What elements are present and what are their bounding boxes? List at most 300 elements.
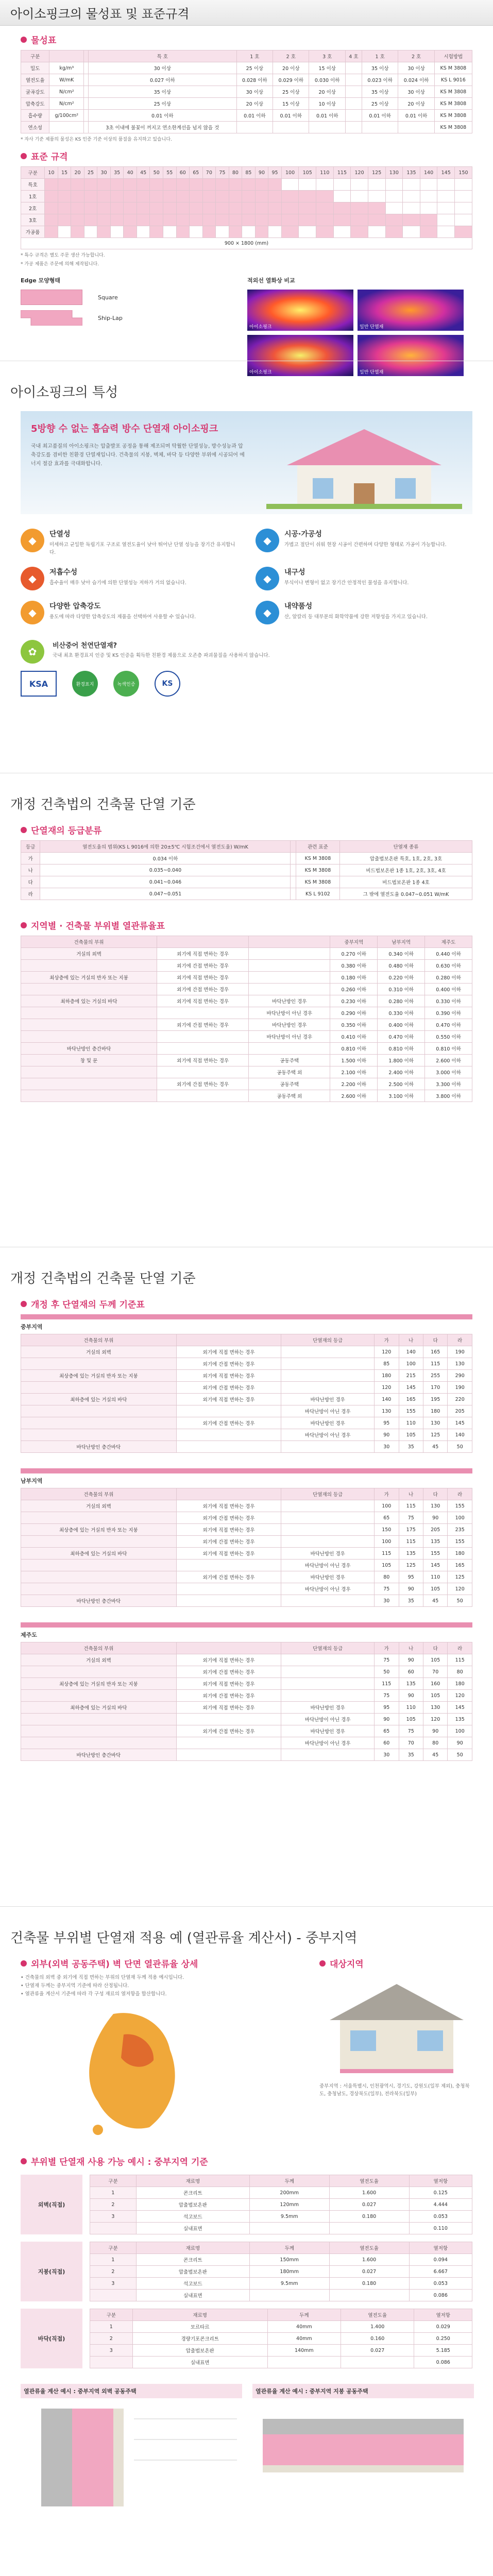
availability-cell: [385, 202, 403, 214]
section-application: [0, 1906, 493, 2576]
availability-cell: [216, 226, 229, 238]
table-header-cell: 재료명: [132, 2309, 267, 2321]
availability-cell: [403, 191, 420, 202]
thermal-title: 적외선 열화상 비교: [247, 277, 295, 284]
square-edge-shape: [21, 290, 82, 305]
table-row: [21, 1346, 472, 1358]
table-row: [21, 865, 472, 876]
table-row: [90, 2345, 472, 2357]
availability-cell: [216, 179, 229, 191]
table-cell: [281, 1666, 375, 1678]
table-cell: 165: [423, 1346, 447, 1358]
table-cell: 70: [399, 1737, 423, 1749]
table-cell: 20 이상: [309, 86, 345, 98]
table-row: [21, 122, 472, 133]
table-cell: [345, 74, 362, 86]
table-cell: 2호: [21, 202, 45, 214]
thickness-heading: 개정 후 단열재의 두께 기준표: [21, 1297, 472, 1310]
table-cell: 130: [423, 1500, 447, 1512]
table-cell: [176, 1441, 281, 1453]
table-cell: 외기에 간접 면하는 경우: [176, 1382, 281, 1394]
availability-cell: [316, 226, 334, 238]
table-cell: 모르타르: [132, 2321, 267, 2333]
table-row: [90, 2254, 472, 2266]
availability-cell: [255, 179, 268, 191]
table-cell: 120: [423, 1714, 447, 1725]
table-cell: 65: [375, 1725, 399, 1737]
table-cell: 150mm: [249, 2254, 329, 2266]
availability-cell: [176, 226, 190, 238]
availability-cell: [255, 202, 268, 214]
table-cell: [291, 865, 296, 876]
table-header-cell: [176, 1334, 281, 1346]
availability-cell: [299, 226, 316, 238]
table-cell: [176, 1560, 281, 1571]
table-header-cell: 가: [375, 1642, 399, 1654]
table-cell: 바닥난방인 경우: [281, 1417, 375, 1429]
availability-cell: [58, 191, 71, 202]
table-cell: 100: [448, 1725, 472, 1737]
table-cell: 90: [375, 1429, 399, 1441]
uvalue-heading: 지역별 · 건축물 부위별 열관류율표: [21, 919, 472, 931]
table-row: [21, 1429, 472, 1441]
table-cell: [281, 1524, 375, 1536]
table-cell: 0.400 이하: [425, 984, 472, 995]
availability-cell: [316, 191, 334, 202]
section-features: [0, 361, 493, 773]
bullet-icon: [21, 153, 27, 159]
table-cell: [281, 1382, 375, 1394]
table-cell: 45: [423, 1595, 447, 1607]
table-cell: 0.053: [409, 2278, 472, 2290]
features-headline: 5방향 수 없는 흡습력 방수 단열재 아이소핑크: [31, 423, 218, 434]
thickness-header-cell: 110: [316, 167, 334, 179]
availability-cell: [71, 226, 84, 238]
feature-item: [21, 529, 237, 556]
table-cell: [236, 122, 273, 133]
table-cell: 0.400 이하: [378, 1019, 425, 1031]
table-cell: 30: [375, 1595, 399, 1607]
table-cell: 바닥난방이 아닌 경우: [249, 1007, 330, 1019]
table-cell: [329, 2223, 409, 2234]
table-row: [21, 1007, 472, 1019]
table-cell: 140mm: [267, 2345, 341, 2357]
availability-cell: [351, 202, 368, 214]
table-header-row: [21, 1488, 472, 1500]
table-cell: [84, 122, 89, 133]
table-header-cell: 구분: [90, 2175, 137, 2187]
grade-table: [21, 840, 472, 900]
table-cell: [84, 110, 89, 122]
table-cell: 외기에 간접 면하는 경우: [157, 960, 249, 972]
table-cell: 140: [399, 1346, 423, 1358]
table-cell: [281, 1654, 375, 1666]
bullet-icon: [21, 827, 27, 833]
table-cell: [21, 1725, 177, 1737]
table-cell: 외기에 간접 면하는 경우: [176, 1512, 281, 1524]
table-cell: 0.410 이하: [330, 1031, 378, 1043]
table-cell: 최상층에 있는 거실의 반자 또는 지붕: [21, 972, 157, 984]
table-header-cell: 가: [375, 1488, 399, 1500]
table-cell: 45: [423, 1441, 447, 1453]
table-cell: [281, 1370, 375, 1382]
table-cell: 80: [375, 1571, 399, 1583]
table-header-cell: 열전도율: [341, 2309, 414, 2321]
table-cell: 30 이상: [398, 62, 434, 74]
table-row: [90, 2223, 472, 2234]
wall-section-diagram: [21, 2398, 242, 2517]
table-row: [21, 984, 472, 995]
thickness-header-cell: 125: [368, 167, 385, 179]
table-cell: [176, 1749, 281, 1761]
table-cell: 35 이상: [89, 86, 237, 98]
table-header-cell: 라: [448, 1642, 472, 1654]
availability-cell: [58, 226, 71, 238]
table-row: [90, 2290, 472, 2301]
table-cell: [90, 2223, 137, 2234]
std-note-1: * 특수 규격은 별도 주문 생산 가능합니다.: [21, 253, 105, 258]
availability-cell: [229, 202, 242, 214]
thickness-header-cell: 15: [58, 167, 71, 179]
table-cell: 1.400: [341, 2321, 414, 2333]
table-cell: 0.01 이하: [398, 110, 434, 122]
table-cell: 3.100 이하: [378, 1090, 425, 1102]
availability-cell: [268, 191, 282, 202]
table-header-cell: 단열재의 등급: [281, 1488, 375, 1500]
availability-cell: [268, 179, 282, 191]
table-cell: [21, 1429, 177, 1441]
table-cell: KS M 3808: [296, 853, 339, 865]
table-row: [21, 1370, 472, 1382]
table-cell: 압출법보온판 특호, 1호, 2호, 3호: [340, 853, 472, 865]
table-cell: [249, 984, 330, 995]
table-cell: 180mm: [249, 2266, 329, 2278]
table-header-cell: 열저항: [409, 2242, 472, 2254]
table-cell: [21, 1737, 177, 1749]
table-cell: 바닥난방인 경우: [281, 1725, 375, 1737]
table-cell: 0.330 이하: [378, 1007, 425, 1019]
thermal-image-4: 일반 단열재: [358, 335, 464, 376]
availability-cell: [45, 202, 58, 214]
table-cell: 25 이상: [89, 98, 237, 110]
table-cell: 외기에 간접 면하는 경우: [176, 1358, 281, 1370]
table-cell: 거실의 외벽: [21, 1346, 177, 1358]
thickness-header-cell: 10: [45, 167, 58, 179]
availability-cell: [281, 214, 299, 226]
table-cell: 공동주택: [249, 1055, 330, 1066]
table-cell: 0.047~0.051: [40, 888, 291, 900]
feature-title: 저흡수성: [49, 568, 78, 577]
application-left: 외부(외벽 공동주택) 벽 단면 열관류율 상세 • 건축물의 외벽 중 외기에 직접 면하는 부위의 단열재 두께 적용 예시입니다. • 단열재 두께는 중부지역 기준에 따라 산정됩니다. • 열관류율 계산서 기준에 따라 각 구성 재료의 열저항을 합산합니다.: [21, 1957, 309, 2139]
table-header-cell: [84, 50, 89, 62]
table-cell: KS M 3808: [296, 876, 339, 888]
table-row: [90, 2266, 472, 2278]
table-cell: 외기에 직접 면하는 경우: [176, 1370, 281, 1382]
table-cell: 0.086: [414, 2357, 472, 2368]
table-cell: 190: [448, 1382, 472, 1394]
table-cell: 90: [399, 1583, 423, 1595]
table-cell: 0.810 이하: [378, 1043, 425, 1055]
table-cell: KS M 3808: [434, 86, 472, 98]
table-cell: 1.800 이하: [378, 1055, 425, 1066]
calc-examples: [21, 2384, 472, 2518]
table-row: [21, 86, 472, 98]
availability-cell: [45, 179, 58, 191]
table-cell: [157, 1043, 249, 1055]
eco-label-badge: 환경표지: [72, 671, 98, 697]
table-header-cell: 다: [423, 1334, 447, 1346]
table-cell: 50: [448, 1595, 472, 1607]
grade-heading: 단열재의 등급분류: [21, 823, 472, 836]
table-header-row: [90, 2242, 472, 2254]
table-header-cell: [49, 50, 84, 62]
availability-cell: [202, 191, 216, 202]
thickness-header-cell: 95: [268, 167, 282, 179]
table-row: [90, 2278, 472, 2290]
table-header-row: [21, 1642, 472, 1654]
table-cell: 130: [423, 1702, 447, 1714]
table-cell: 실내표면: [132, 2357, 267, 2368]
table-cell: 0.030 이하: [309, 74, 345, 86]
feature-desc: 미세하고 균일한 독립기포 구조로 열전도율이 낮아 뛰어난 단열 성능을 장기간 유지합니다.: [49, 542, 235, 555]
table-cell: 외기에 직접 면하는 경우: [176, 1500, 281, 1512]
table-cell: 30 이상: [398, 86, 434, 98]
availability-cell: [437, 179, 455, 191]
thickness-header-cell: 90: [255, 167, 268, 179]
thickness-header-cell: 140: [420, 167, 437, 179]
table-cell: 65: [375, 1512, 399, 1524]
availability-cell: [420, 179, 437, 191]
table-cell: 115: [399, 1536, 423, 1548]
availability-cell: [229, 226, 242, 238]
availability-cell: [385, 226, 403, 238]
table-header-cell: 건축물의 부위: [21, 936, 157, 948]
table-cell: [21, 1358, 177, 1370]
table-header-row: [90, 2309, 472, 2321]
table-cell: 2.600 이하: [425, 1055, 472, 1066]
table-cell: 바닥난방이 아닌 경우: [281, 1405, 375, 1417]
table-cell: [176, 1595, 281, 1607]
thickness-header-cell: 115: [333, 167, 351, 179]
table-cell: 바닥난방이 아닌 경우: [281, 1560, 375, 1571]
table-header-cell: 다: [423, 1642, 447, 1654]
green-cert-badge: 녹색인증: [113, 671, 139, 697]
thickness-title: 개정 건축법의 건축물 단열 기준: [10, 1271, 196, 1286]
availability-cell: [385, 214, 403, 226]
table-header-cell: 열저항: [409, 2175, 472, 2187]
table-cell: 바닥난방인 층간바닥: [21, 1043, 157, 1055]
availability-cell: [163, 226, 176, 238]
table-cell: 105: [399, 1429, 423, 1441]
table-row: [21, 1749, 472, 1761]
availability-cell: [124, 214, 137, 226]
table-cell: 바닥난방인 경우: [281, 1702, 375, 1714]
table-cell: 가: [21, 853, 40, 865]
table-cell: 150: [375, 1524, 399, 1536]
table-cell: 175: [399, 1524, 423, 1536]
table-row: [21, 1690, 472, 1702]
table-cell: 바닥난방인 층간바닥: [21, 1749, 177, 1761]
availability-cell: [316, 214, 334, 226]
table-cell: 1: [90, 2187, 137, 2199]
case-block: [21, 2175, 472, 2234]
table-cell: 바닥난방인 층간바닥: [21, 1441, 177, 1453]
table-header-cell: 단열재 종류: [340, 841, 472, 853]
table-cell: 0.027: [329, 2199, 409, 2211]
table-cell: 105: [423, 1583, 447, 1595]
table-header-cell: [157, 936, 249, 948]
cert-text: 비산중어 천연단열재? 국내 최초 환경표지 인증 및 KS 인증을 획득한 친환경 제품으로 오존층 파괴물질을 사용하지 않습니다.: [53, 642, 270, 658]
size-row: [21, 238, 472, 249]
table-header-cell: 관련 표준: [296, 841, 339, 853]
table-cell: 110: [423, 1571, 447, 1583]
table-cell: 15 이상: [273, 98, 309, 110]
table-cell: [249, 2223, 329, 2234]
table-cell: 가공품: [21, 226, 45, 238]
thickness-header-cell: 30: [97, 167, 111, 179]
table-cell: 창 및 문: [21, 1055, 157, 1066]
table-cell: [21, 1007, 157, 1019]
table-cell: [21, 1714, 177, 1725]
examples-heading: 부위별 단열재 사용 가능 예시 : 중부지역 기준: [21, 2155, 472, 2167]
table-row: [21, 1595, 472, 1607]
table-cell: [21, 1583, 177, 1595]
table-cell: 0.029 이하: [273, 74, 309, 86]
table-cell: [21, 1405, 177, 1417]
table-cell: 30: [375, 1441, 399, 1453]
table-cell: 0.260 이하: [330, 984, 378, 995]
feature-title: 단열성: [49, 530, 71, 538]
table-cell: 75: [375, 1583, 399, 1595]
table-cell: 3.000 이하: [425, 1066, 472, 1078]
availability-cell: [216, 191, 229, 202]
availability-cell: [437, 202, 455, 214]
availability-cell: [420, 202, 437, 214]
table-header-cell: 2 호: [273, 50, 309, 62]
availability-cell: [110, 202, 124, 214]
table-header-cell: 단열재의 등급: [281, 1642, 375, 1654]
table-cell: W/mK: [49, 74, 84, 86]
table-cell: 공동주택 외: [249, 1090, 330, 1102]
availability-cell: [316, 179, 334, 191]
thickness-header-cell: 35: [110, 167, 124, 179]
table-header-cell: 열전도율: [329, 2175, 409, 2187]
feature-desc: 산, 알칼리 등 대부분의 화학약품에 강한 저항성을 가지고 있습니다.: [284, 614, 428, 620]
table-cell: [281, 1595, 375, 1607]
table-cell: [21, 984, 157, 995]
table-cell: 75: [399, 1512, 423, 1524]
calc-example-wall: 열관류율 계산 예시 : 중부지역 외벽 공동주택: [21, 2384, 242, 2518]
table-header-cell: 두께: [267, 2309, 341, 2321]
table-header-cell: 나: [399, 1488, 423, 1500]
table-header-cell: 구분: [90, 2242, 137, 2254]
table-cell: KS L 9016: [434, 74, 472, 86]
availability-cell: [97, 202, 111, 214]
availability-cell: [71, 191, 84, 202]
availability-cell: [385, 179, 403, 191]
table-header-cell: 열전도율: [329, 2242, 409, 2254]
table-row: [21, 1666, 472, 1678]
cert-badges: [21, 671, 472, 697]
table-header-cell: 나: [399, 1334, 423, 1346]
table-header-cell: 1 호: [362, 50, 398, 62]
availability-cell: [190, 202, 203, 214]
table-cell: 60: [399, 1666, 423, 1678]
availability-cell: [202, 202, 216, 214]
thickness-header-cell: 120: [351, 167, 368, 179]
availability-cell: [45, 226, 58, 238]
table-cell: [84, 98, 89, 110]
availability-cell: [71, 214, 84, 226]
availability-cell: [150, 214, 163, 226]
table-header-cell: 4 호: [345, 50, 362, 62]
table-cell: 0.035~0.040: [40, 865, 291, 876]
table-header-row: [90, 2175, 472, 2187]
table-cell: N/cm²: [49, 86, 84, 98]
table-cell: [291, 888, 296, 900]
table-cell: 105: [375, 1560, 399, 1571]
table-header-cell: 두께: [249, 2175, 329, 2187]
table-cell: 외기에 직접 면하는 경우: [176, 1346, 281, 1358]
table-cell: 0.028 이하: [236, 74, 273, 86]
table-header-cell: 3 호: [309, 50, 345, 62]
feature-desc: 흡수율이 매우 낮아 습기에 의한 단열성능 저하가 거의 없습니다.: [49, 580, 186, 586]
availability-cell: [202, 226, 216, 238]
availability-cell: [255, 226, 268, 238]
table-cell: 40mm: [267, 2321, 341, 2333]
availability-cell: [229, 191, 242, 202]
table-cell: 180: [448, 1548, 472, 1560]
table-cell: 180: [448, 1678, 472, 1690]
table-cell: 거실의 외벽: [21, 948, 157, 960]
table-cell: 235: [448, 1524, 472, 1536]
availability-cell: [333, 202, 351, 214]
table-cell: 6.667: [409, 2266, 472, 2278]
availability-cell: [110, 191, 124, 202]
table-header-cell: [176, 1642, 281, 1654]
thermal-image-3: 아이소핑크: [247, 335, 353, 376]
table-cell: 90: [448, 1737, 472, 1749]
section-thickness: [0, 1247, 493, 1906]
table-header-cell: 열전도율의 범위(KS L 9016에 의한 20±5℃ 시험조건에서 열전도율) W/mK: [40, 841, 291, 853]
table-cell: 125: [423, 1429, 447, 1441]
availability-cell: [84, 191, 97, 202]
table-cell: 120: [448, 1583, 472, 1595]
table-cell: 0.380 이하: [330, 960, 378, 972]
availability-cell: [437, 214, 455, 226]
table-header-cell: 가: [375, 1334, 399, 1346]
table-cell: 140: [375, 1394, 399, 1405]
table-row: [21, 1512, 472, 1524]
table-cell: 최하층에 있는 거실의 바닥: [21, 1394, 177, 1405]
table-header-cell: 라: [448, 1488, 472, 1500]
table-cell: 0.024 이하: [398, 74, 434, 86]
table-row: [90, 2211, 472, 2223]
table-cell: 155: [399, 1405, 423, 1417]
features-intro: 국내 최고품질의 아이소핑크는 압출발포 공정을 통해 제조되며 탁월한 단열성능, 방수성능과 압축강도를 겸비한 친환경 단열재입니다. 건축물의 지붕, 벽체, 바닥 등 다양한 부위에 시공되어 에너지 절감 효과를 극대화합니다.: [31, 444, 245, 467]
table-cell: 145: [423, 1560, 447, 1571]
table-cell: 외기에 간접 면하는 경우: [176, 1536, 281, 1548]
table-cell: 145: [448, 1417, 472, 1429]
table-cell: 170: [423, 1382, 447, 1394]
availability-cell: [137, 226, 150, 238]
table-row: [21, 1441, 472, 1453]
availability-cell: [97, 226, 111, 238]
table-header-cell: 구분: [21, 167, 45, 179]
table-cell: 35: [399, 1441, 423, 1453]
table-cell: [21, 1536, 177, 1548]
table-cell: 95: [399, 1571, 423, 1583]
